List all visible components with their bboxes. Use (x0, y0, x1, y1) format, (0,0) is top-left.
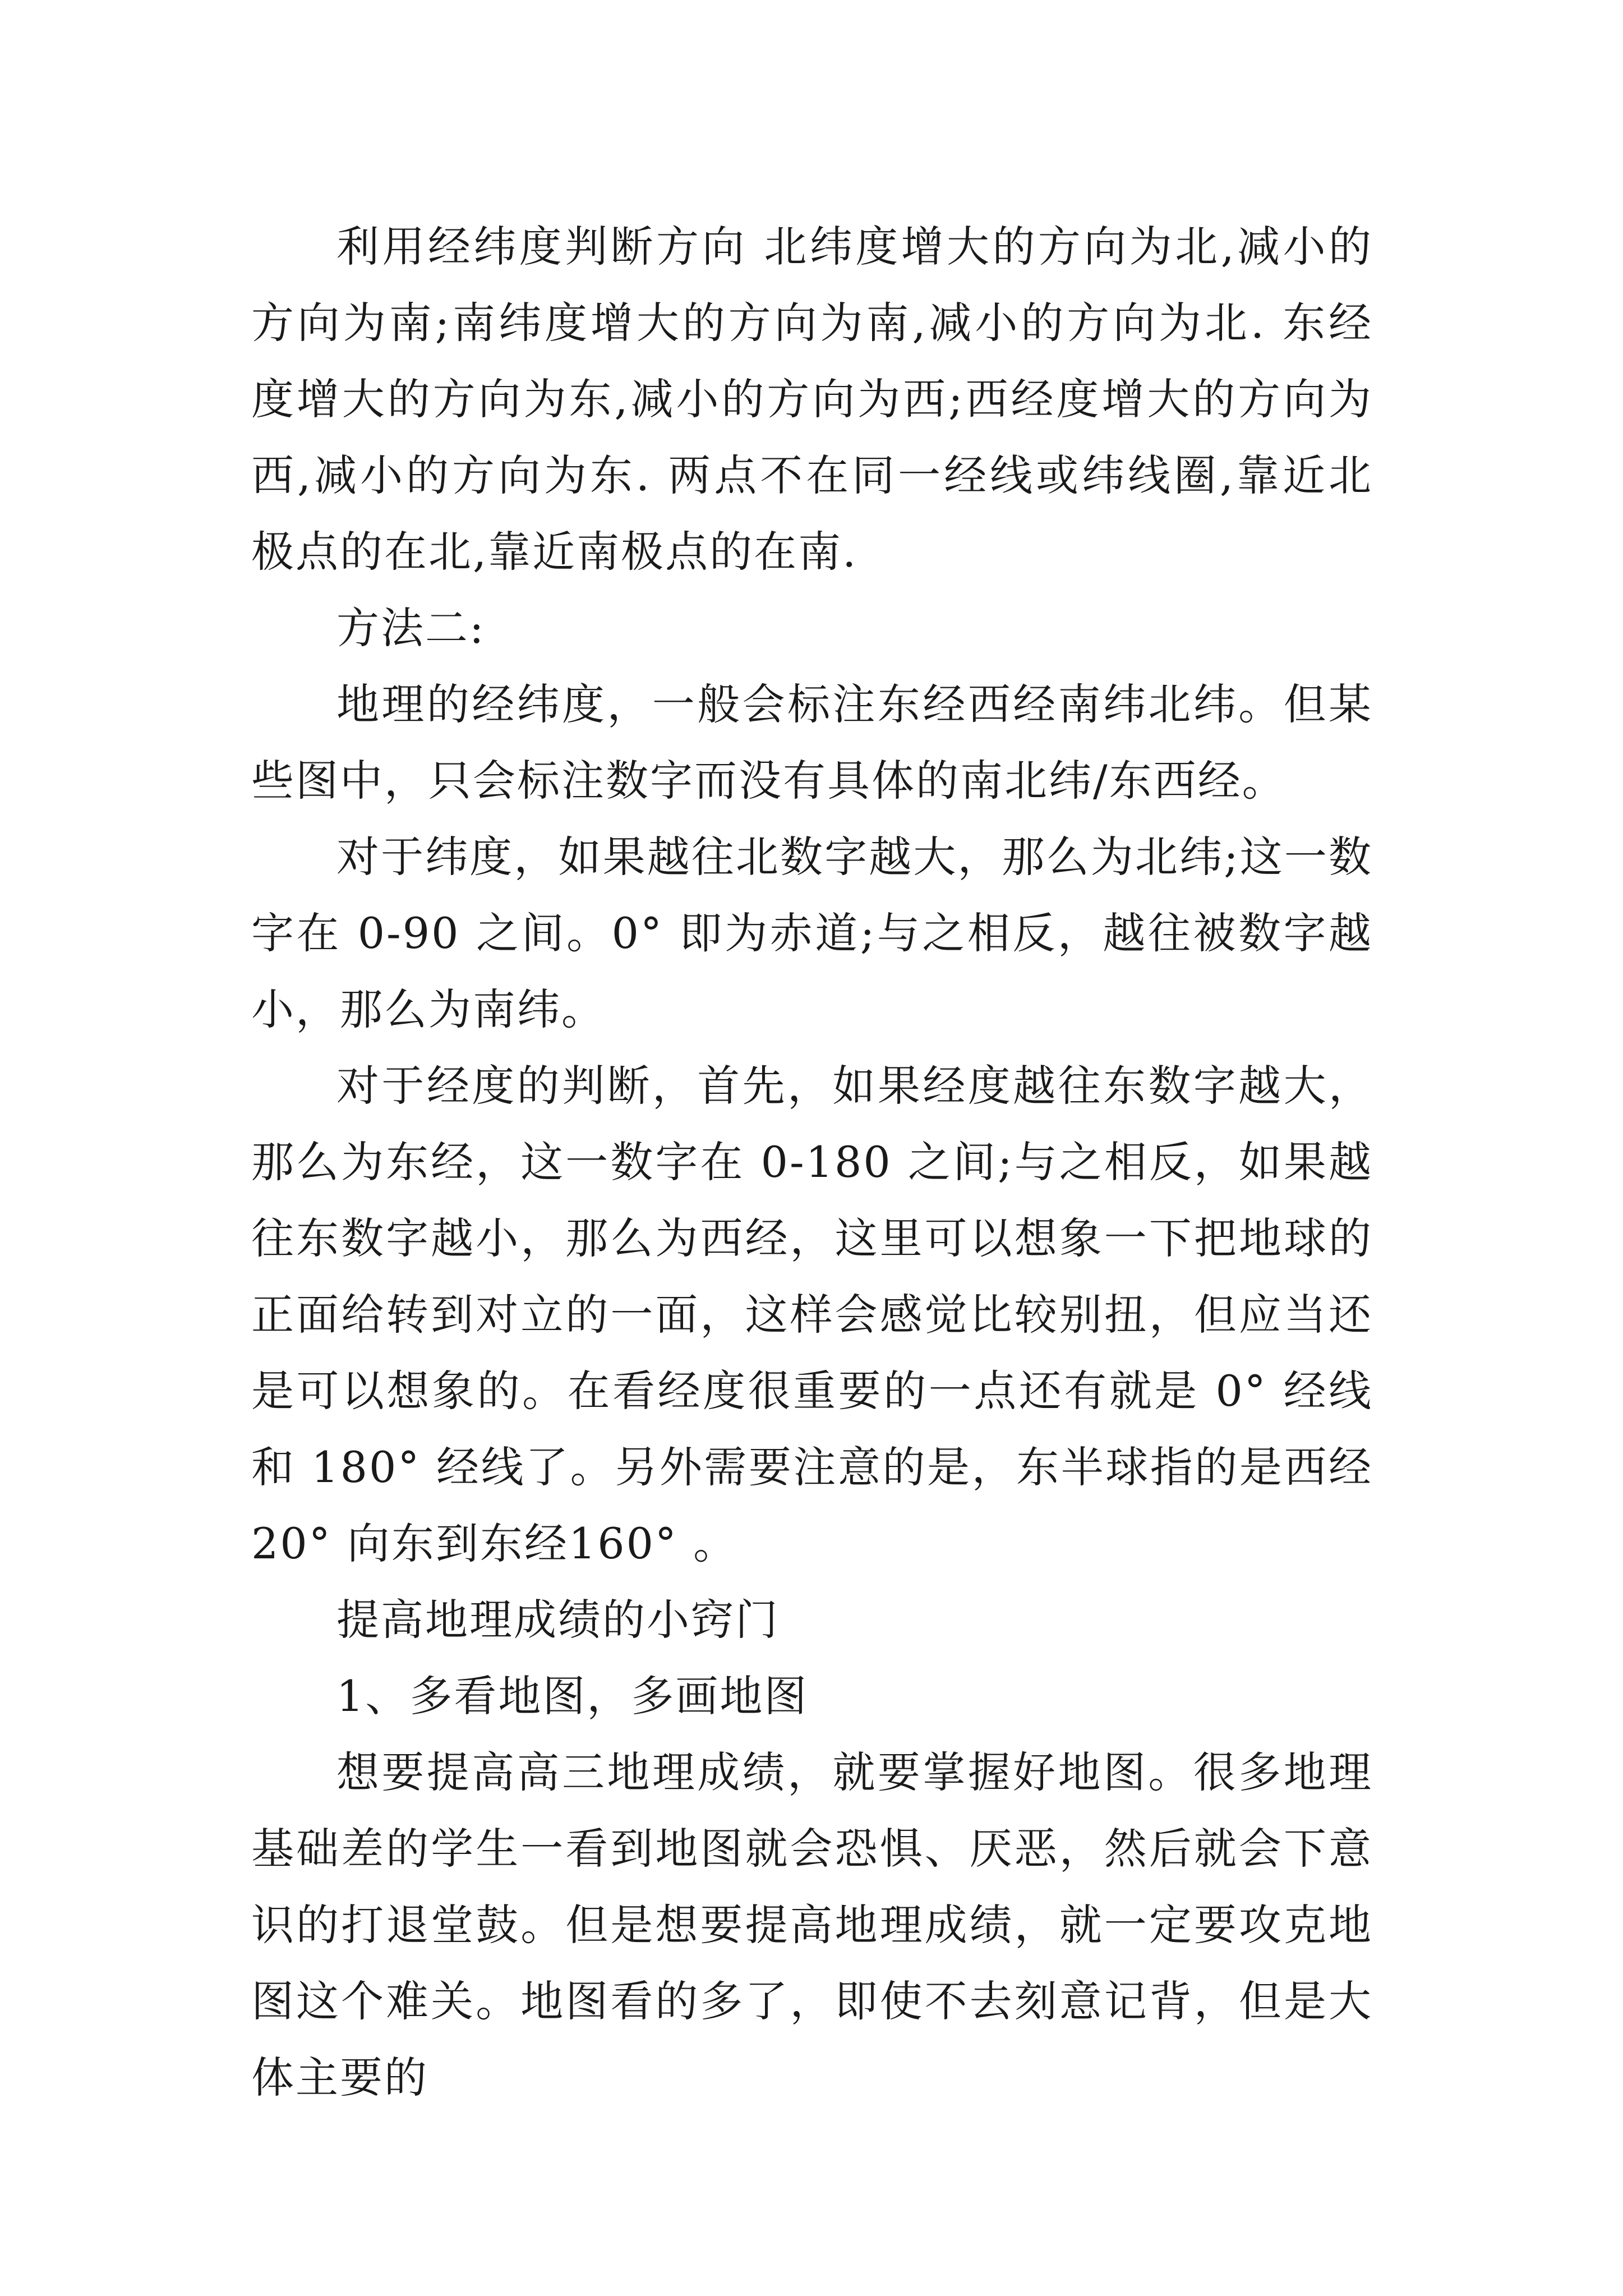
paragraph-longitude: 对于经度的判断，首先，如果经度越往东数字越大，那么为东经，这一数字在 0-180 之间;与之相反，如果越往东数字越小，那么为西经，这里可以想象一下把地球的正面给转到对立的一面，这样会感觉比较别扭，但应当还是可以想象的。在看经度很重要的一点还有就是 0° 经线和 180° 经线了。另外需要注意的是，东半球指的是西经 20° 向东到东经160° 。 (251, 1061, 1373, 1568)
paragraph-tip-one-body: 想要提高高三地理成绩，就要掌握好地图。很多地理基础差的学生一看到地图就会恐惧、厌恶，然后就会下意识的打退堂鼓。但是想要提高地理成绩，就一定要攻克地图这个难关。地图看的多了，即使不去刻意记背，但是大体主要的 (251, 1747, 1373, 2102)
document-body (251, 209, 1373, 2116)
paragraph-latlon-labels: 地理的经纬度，一般会标注东经西经南纬北纬。但某些图中，只会标注数字而没有具体的南北纬/东西经。 (251, 679, 1373, 806)
paragraph-tip-one-heading: 1、多看地图，多画地图 (336, 1671, 809, 1721)
paragraph-latitude: 对于纬度，如果越往北数字越大，那么为北纬;这一数字在 0-90 之间。0° 即为赤道;与之相反，越往被数字越小，那么为南纬。 (251, 832, 1373, 1034)
paragraph-method-two-heading: 方法二: (336, 603, 486, 653)
paragraph-tips-heading: 提高地理成绩的小窍门 (336, 1595, 780, 1645)
paragraph-latlon-direction: 利用经纬度判断方向 北纬度增大的方向为北,减小的方向为南;南纬度增大的方向为南,减小的方向为北. 东经度增大的方向为东,减小的方向为西;西经度增大的方向为西,减小的方向为东. 两点不在同一经线或纬线圈,靠近北极点的在北,靠近南极点的在南. (251, 222, 1373, 577)
